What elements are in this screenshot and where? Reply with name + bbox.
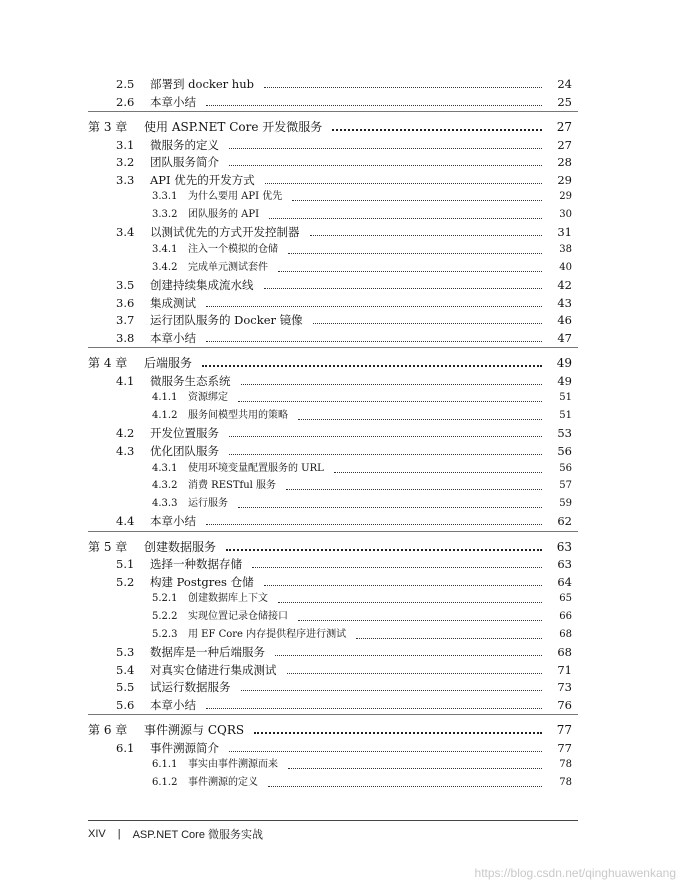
toc-leader-dots	[313, 323, 542, 324]
toc-leader-dots	[229, 148, 542, 149]
toc-title: 本章小结	[150, 514, 196, 529]
toc-page: 38	[559, 243, 572, 255]
toc-page: 29	[557, 172, 572, 187]
toc-number: 3.4	[116, 225, 135, 240]
toc-title: 运行团队服务的 Docker 镜像	[150, 313, 303, 328]
toc-leader-dots	[265, 183, 542, 184]
toc-number: 3.4.2	[152, 261, 178, 273]
toc-section-row[interactable]	[116, 293, 572, 310]
toc-page: 31	[557, 225, 572, 240]
toc-title: 试运行数据服务	[150, 680, 231, 695]
toc-section-row[interactable]	[116, 170, 572, 187]
toc-title: 实现位置记录仓储接口	[188, 610, 288, 622]
toc-number: 4.4	[116, 514, 135, 529]
toc-title: 以测试优先的方式开发控制器	[150, 225, 300, 240]
toc-number: 5.1	[116, 557, 135, 572]
toc-number: 4.3.2	[152, 480, 178, 492]
toc-section-row[interactable]	[116, 572, 572, 589]
toc-subsection-row[interactable]	[152, 494, 572, 511]
toc-leader-dots	[206, 524, 542, 525]
toc-title: 本章小结	[150, 94, 196, 109]
toc-page: 71	[557, 662, 572, 677]
toc-title: 选择一种数据存储	[150, 557, 242, 572]
toc-number: 3.5	[116, 278, 135, 293]
footer-separator: |	[117, 828, 121, 840]
toc-page: 27	[557, 137, 572, 152]
toc-title: 团队服务的 API	[188, 208, 260, 220]
toc-number: 3.7	[116, 313, 135, 328]
toc-title: 事件溯源简介	[150, 740, 219, 755]
toc-number: 3.8	[116, 330, 135, 345]
toc-leader-dots	[229, 165, 542, 166]
toc-subsection-row[interactable]	[152, 755, 572, 772]
toc-section-row[interactable]	[116, 152, 572, 169]
toc-title: 对真实仓储进行集成测试	[150, 662, 277, 677]
toc-number: 4.3.1	[152, 462, 178, 474]
toc-leader-dots	[264, 87, 542, 88]
toc-number: 4.1	[116, 373, 135, 388]
toc-section-row[interactable]	[116, 554, 572, 571]
toc-subsection-row[interactable]	[152, 187, 572, 204]
toc-section-row[interactable]	[116, 310, 572, 327]
toc-number: 第 3 章	[88, 120, 128, 135]
toc-page: 76	[557, 697, 572, 712]
toc-subsection-row[interactable]	[152, 388, 572, 405]
toc-subsection-row[interactable]	[152, 459, 572, 476]
toc-title: 服务间模型共用的策略	[188, 409, 288, 421]
toc-section-row[interactable]	[116, 695, 572, 712]
toc-title: 使用环境变量配置服务的 URL	[188, 462, 324, 474]
toc-number: 6.1.2	[152, 776, 178, 788]
toc-title: 本章小结	[150, 330, 196, 345]
toc-subsection-row[interactable]	[152, 625, 572, 642]
toc-title: 开发位置服务	[150, 426, 219, 441]
toc-page: 49	[556, 356, 572, 371]
toc-subsection-row[interactable]	[152, 258, 572, 275]
toc-page: 66	[559, 610, 572, 622]
toc-page: 30	[559, 208, 572, 220]
toc-title: API 优先的开发方式	[150, 172, 255, 187]
toc-page: 62	[557, 514, 572, 529]
footer-rule	[88, 820, 578, 821]
toc-number: 5.2.3	[152, 628, 178, 640]
toc-title: 事件溯源与 CQRS	[144, 723, 245, 738]
toc-section-row[interactable]	[116, 441, 572, 458]
toc-page: 73	[557, 680, 572, 695]
toc-leader-dots	[275, 655, 542, 656]
footer-book-title: ASP.NET Core 微服务实战	[132, 829, 263, 841]
toc-number: 5.2	[116, 574, 135, 589]
toc-page: 59	[559, 497, 572, 509]
toc-number: 3.3	[116, 172, 135, 187]
footer-page-number: XIV	[88, 828, 106, 840]
toc-title: 完成单元测试套件	[188, 261, 268, 273]
toc-number: 5.4	[116, 662, 135, 677]
toc-leader-dots	[229, 751, 542, 752]
toc-number: 4.3	[116, 444, 135, 458]
toc-leader-dots	[229, 454, 542, 455]
toc-page: 49	[557, 373, 572, 388]
chapter-separator	[88, 347, 578, 348]
toc-title: 优化团队服务	[150, 444, 219, 458]
toc-number: 3.2	[116, 155, 135, 170]
toc-leader-dots	[269, 218, 542, 219]
toc-number: 6.1.1	[152, 759, 178, 771]
toc-section-row[interactable]	[116, 511, 572, 528]
toc-leader-dots	[288, 253, 542, 254]
chapter-separator	[88, 714, 578, 715]
toc-leader-dots	[298, 419, 542, 420]
toc-leader-dots	[206, 341, 542, 342]
toc-number: 5.6	[116, 697, 135, 712]
page-footer	[88, 826, 263, 842]
toc-section-row[interactable]	[116, 92, 572, 109]
toc-page: 57	[559, 480, 572, 492]
toc-title: 后端服务	[144, 356, 193, 371]
toc-section-row[interactable]	[116, 275, 572, 292]
toc-leader-dots	[286, 489, 542, 490]
toc-title: 创建数据服务	[144, 539, 217, 554]
toc-title: 事件溯源的定义	[188, 776, 258, 788]
toc-chapter-row[interactable]	[88, 117, 572, 134]
toc-page: 51	[559, 409, 572, 421]
toc-chapter-row[interactable]	[88, 537, 572, 554]
toc-section-row[interactable]	[116, 660, 572, 677]
toc-leader-dots	[229, 436, 542, 437]
toc-leader-dots	[202, 365, 542, 367]
toc-number: 5.3	[116, 645, 135, 660]
toc-leader-dots	[278, 271, 542, 272]
toc-page: 63	[556, 539, 572, 554]
toc-leader-dots	[287, 673, 543, 674]
toc-number: 4.3.3	[152, 497, 178, 509]
toc-section-row[interactable]	[116, 328, 572, 345]
toc-page: 64	[557, 574, 572, 589]
toc-title: 构建 Postgres 仓储	[150, 574, 254, 589]
toc-leader-dots	[298, 620, 542, 621]
toc-title: 部署到 docker hub	[150, 77, 254, 91]
toc-page: 56	[557, 444, 572, 458]
toc-title: 创建数据库上下文	[188, 593, 268, 605]
toc-number: 6.1	[116, 740, 135, 755]
toc-page: 63	[557, 557, 572, 572]
toc-leader-dots	[264, 585, 542, 586]
toc-title: 微服务的定义	[150, 137, 219, 152]
chapter-separator	[88, 531, 578, 532]
toc-title: 本章小结	[150, 697, 196, 712]
toc-subsection-row[interactable]	[152, 205, 572, 222]
toc-page: 77	[557, 740, 572, 755]
toc-subsection-row[interactable]	[152, 607, 572, 624]
toc-page: 25	[557, 94, 572, 109]
toc-page: 27	[556, 120, 572, 135]
toc-number: 4.1.2	[152, 409, 178, 421]
toc-leader-dots	[241, 690, 543, 691]
toc-subsection-row[interactable]	[152, 406, 572, 423]
toc-page: 78	[559, 759, 572, 771]
toc-leader-dots	[356, 638, 542, 639]
toc-leader-dots	[268, 786, 542, 787]
toc-title: 数据库是一种后端服务	[150, 645, 265, 660]
toc-number: 3.1	[116, 137, 135, 152]
toc-leader-dots	[264, 288, 543, 289]
toc-leader-dots	[254, 732, 542, 734]
toc-leader-dots	[238, 401, 542, 402]
toc-section-row[interactable]	[116, 642, 572, 659]
toc-page: 78	[559, 776, 572, 788]
toc-subsection-row[interactable]	[152, 240, 572, 257]
toc-section-row[interactable]	[116, 677, 572, 694]
watermark: https://blog.csdn.net/qinghuawenkang	[474, 866, 676, 880]
toc-number: 第 4 章	[88, 356, 128, 371]
toc-subsection-row[interactable]	[152, 476, 572, 493]
chapter-separator	[88, 111, 578, 112]
toc-number: 2.6	[116, 94, 135, 109]
toc-section-row[interactable]	[116, 135, 572, 152]
toc-number: 4.2	[116, 426, 135, 441]
toc-section-row[interactable]	[116, 738, 572, 755]
toc-page: 47	[557, 330, 572, 345]
toc-title: 运行服务	[188, 497, 228, 509]
toc-leader-dots	[332, 129, 542, 131]
toc-title: 团队服务简介	[150, 155, 219, 170]
toc-number: 3.3.1	[152, 191, 178, 203]
toc-title: 消费 RESTful 服务	[188, 480, 277, 492]
toc-page: 43	[557, 295, 572, 310]
toc-number: 2.5	[116, 77, 135, 91]
toc-title: 集成测试	[150, 295, 196, 310]
toc-number: 5.2.1	[152, 593, 178, 605]
toc-title: 为什么要用 API 优先	[188, 191, 283, 203]
toc-leader-dots	[238, 507, 542, 508]
toc-leader-dots	[252, 567, 542, 568]
toc-title: 使用 ASP.NET Core 开发微服务	[144, 120, 323, 135]
toc-subsection-row[interactable]	[152, 773, 572, 790]
toc-page: 24	[557, 77, 572, 91]
toc-number: 3.3.2	[152, 208, 178, 220]
toc-page: 29	[559, 191, 572, 203]
toc-page: 40	[559, 261, 572, 273]
toc-title: 用 EF Core 内存提供程序进行测试	[188, 628, 347, 640]
toc-title: 注入一个模拟的仓储	[188, 243, 278, 255]
toc-number: 5.2.2	[152, 610, 178, 622]
toc-title: 资源绑定	[188, 392, 228, 404]
toc-number: 4.1.1	[152, 392, 178, 404]
toc-leader-dots	[206, 708, 542, 709]
toc-leader-dots	[292, 200, 542, 201]
toc-section-row[interactable]	[116, 74, 572, 91]
toc-number: 5.5	[116, 680, 135, 695]
toc-subsection-row[interactable]	[152, 589, 572, 606]
toc-page: 53	[557, 426, 572, 441]
toc-page: 65	[559, 593, 572, 605]
toc-page: 68	[557, 645, 572, 660]
toc-section-row[interactable]	[116, 222, 572, 239]
toc-number: 3.6	[116, 295, 135, 310]
toc-page: 46	[557, 313, 572, 328]
toc-title: 事实由事件溯源而来	[188, 759, 278, 771]
toc-leader-dots	[288, 768, 542, 769]
toc-leader-dots	[334, 472, 542, 473]
toc-page: 51	[559, 392, 572, 404]
toc-number: 3.4.1	[152, 243, 178, 255]
toc-leader-dots	[206, 105, 542, 106]
toc-section-row[interactable]	[116, 423, 572, 440]
toc-page: 56	[559, 462, 572, 474]
toc-title: 创建持续集成流水线	[150, 278, 254, 293]
toc-leader-dots	[310, 235, 543, 236]
toc-page: 42	[557, 278, 572, 293]
toc-title: 微服务生态系统	[150, 373, 231, 388]
toc-leader-dots	[226, 549, 542, 551]
toc-leader-dots	[278, 602, 542, 603]
toc-number: 第 6 章	[88, 723, 128, 738]
toc-page: 77	[556, 723, 572, 738]
toc-chapter-row[interactable]	[88, 720, 572, 737]
toc-page: 68	[559, 628, 572, 640]
toc-leader-dots	[206, 306, 542, 307]
toc-leader-dots	[241, 384, 543, 385]
toc-page: 28	[557, 155, 572, 170]
toc-chapter-row[interactable]	[88, 353, 572, 370]
toc-section-row[interactable]	[116, 371, 572, 388]
toc-number: 第 5 章	[88, 539, 128, 554]
